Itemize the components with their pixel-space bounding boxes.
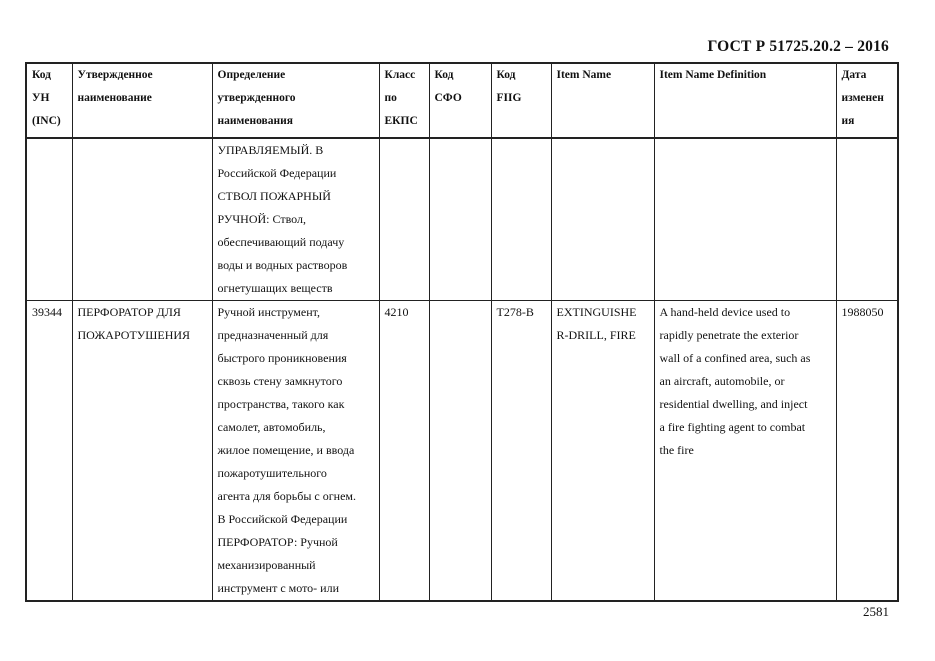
table-row	[26, 138, 898, 301]
cell-name	[72, 138, 212, 301]
page-number: 2581	[863, 604, 889, 619]
document-title: ГОСТ Р 51725.20.2 – 2016	[707, 38, 889, 55]
cell-code	[26, 138, 72, 301]
header-ekps-class: Класс по ЕКПС	[379, 63, 429, 138]
header-name-definition: Определение утвержденного наименования	[212, 63, 379, 138]
catalog-table	[25, 62, 899, 602]
cell-sfo	[429, 301, 491, 602]
header-item-name-definition: Item Name Definition	[654, 63, 836, 138]
header-change-date: Дата изменен ия	[836, 63, 898, 138]
cell-date: 1988050	[836, 301, 898, 602]
cell-fiig: T278-B	[491, 301, 551, 602]
table-row	[26, 301, 898, 602]
table-header-row	[26, 63, 898, 138]
cell-class	[379, 138, 429, 301]
cell-item-name	[551, 138, 654, 301]
cell-sfo	[429, 138, 491, 301]
cell-item-definition	[654, 138, 836, 301]
cell-definition: УПРАВЛЯЕМЫЙ. В Российской Федерации СТВОЛ ПОЖАРНЫЙ РУЧНОЙ: Ствол, обеспечивающий подачу воды и водных растворов огнетушащих веществ	[212, 138, 379, 301]
header-item-name: Item Name	[551, 63, 654, 138]
cell-fiig	[491, 138, 551, 301]
header-sfo-code: Код СФО	[429, 63, 491, 138]
header-code-inc: Код УН (INC)	[26, 63, 72, 138]
header-fiig-code: Код FIIG	[491, 63, 551, 138]
header-approved-name: Утвержденное наименование	[72, 63, 212, 138]
cell-definition: Ручной инструмент, предназначенный для быстрого проникновения сквозь стену замкнутого пространства, такого как самолет, автомобиль, жилое помещение, и ввода пожаротушительного агента для борьбы с огнем. В Российской Федерации ПЕРФОРАТОР: Ручной механизированный инструмент с мото- или	[212, 301, 379, 602]
cell-class: 4210	[379, 301, 429, 602]
cell-date	[836, 138, 898, 301]
cell-item-name: EXTINGUISHE R-DRILL, FIRE	[551, 301, 654, 602]
cell-name: ПЕРФОРАТОР ДЛЯ ПОЖАРОТУШЕНИЯ	[72, 301, 212, 602]
cell-code: 39344	[26, 301, 72, 602]
cell-item-definition: A hand-held device used to rapidly penetrate the exterior wall of a confined area, such as an aircraft, automobile, or residential dwelling, and inject a fire fighting agent to combat the fire	[654, 301, 836, 602]
